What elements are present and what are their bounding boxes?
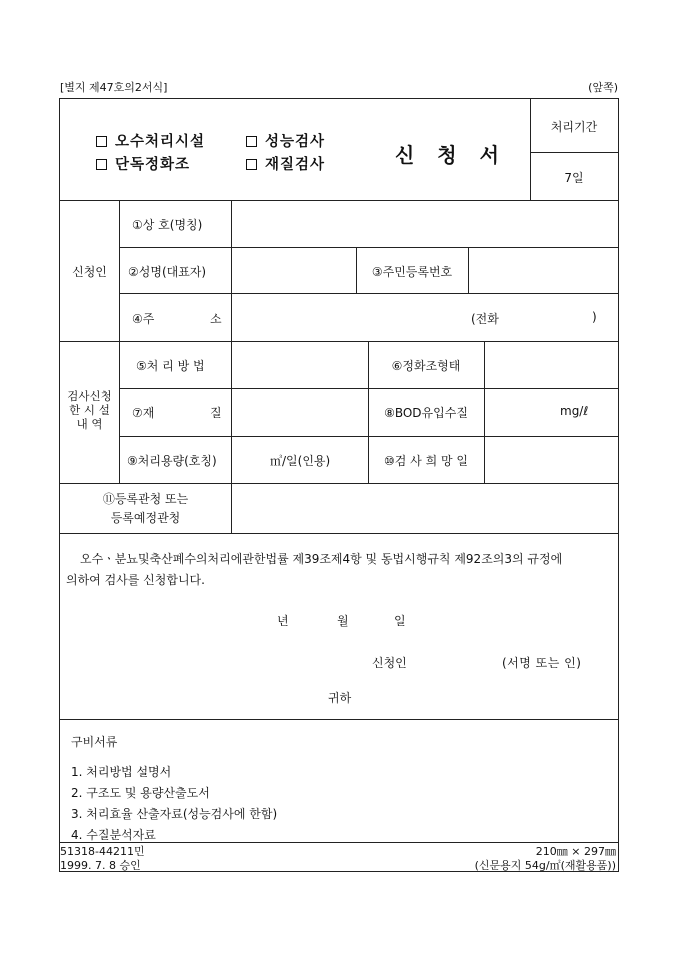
list-item: 2. 구조도 및 용량산출도서 <box>71 786 210 800</box>
business-name-label: ①상 호(명칭) <box>132 218 203 232</box>
bod-label: ⑧BOD유입수질 <box>384 406 468 420</box>
divider-processing <box>530 152 618 153</box>
date-day-label: 일 <box>394 614 406 628</box>
checkbox-icon[interactable] <box>96 136 107 147</box>
checkbox-icon[interactable] <box>246 159 257 170</box>
divider-authority-end <box>60 533 618 534</box>
septic-type-field[interactable] <box>485 342 617 387</box>
address-label-b: 소 <box>210 312 222 326</box>
list-item: 4. 수질분석자료 <box>71 828 156 842</box>
address-field[interactable] <box>232 294 617 340</box>
phone-close: ) <box>592 310 597 324</box>
material-field[interactable] <box>232 389 367 435</box>
statement-text: 오수ㆍ분뇨및축산폐수의처리에관한법률 제39조제4항 및 동법시행규칙 제92조의3의 규정에 의하여 검사를 신청합니다. <box>66 552 563 587</box>
bod-field[interactable] <box>485 389 617 435</box>
processing-period-value: 7일 <box>564 171 584 185</box>
list-item: 1. 처리방법 설명서 <box>71 765 172 779</box>
desired-date-label: ⑩검 사 희 망 일 <box>384 454 468 468</box>
treatment-method-field[interactable] <box>232 342 367 387</box>
footer-divider <box>59 842 619 843</box>
application-form <box>59 98 619 872</box>
name-label: ②성명(대표자) <box>128 265 207 279</box>
applicant-signature-label: 신청인 <box>372 656 407 670</box>
approval-date: 1999. 7. 8 승인 <box>60 859 141 872</box>
name-field[interactable] <box>232 248 355 292</box>
page-side-label: (앞쪽) <box>588 81 618 94</box>
septic-type-label: ⑥정화조형태 <box>391 359 461 373</box>
resident-number-field[interactable] <box>469 248 617 292</box>
form-title: 신 청 서 <box>395 143 507 167</box>
applicant-signature-field[interactable] <box>420 647 500 673</box>
checkbox-icon[interactable] <box>96 159 107 170</box>
divider-statement-end <box>60 719 618 720</box>
date-year-label: 년 <box>277 614 289 628</box>
required-documents-heading: 구비서류 <box>71 735 118 749</box>
phone-open: (전화 <box>471 312 499 326</box>
date-month-label: 월 <box>337 614 349 628</box>
paper-type: (신문용지 54g/㎡(재활용품)) <box>474 859 616 872</box>
option-material-test[interactable]: 재질검사 <box>246 153 325 174</box>
form-code: 51318-44211민 <box>60 845 145 858</box>
address-label-a: ④주 <box>132 312 155 326</box>
capacity-label: ⑨처리용량(호칭) <box>127 454 217 468</box>
desired-date-field[interactable] <box>485 437 617 482</box>
signature-note: (서명 또는 인) <box>502 656 582 670</box>
form-number: [별지 제47호의2서식] <box>60 81 168 94</box>
paper-size: 210㎜ × 297㎜ <box>535 845 616 858</box>
applicant-section-label: 신청인 <box>72 265 107 279</box>
material-label-a: ⑦재 <box>132 406 155 420</box>
processing-period-label: 처리기간 <box>550 120 598 134</box>
option-performance-test[interactable]: 성능검사 <box>246 130 325 151</box>
bod-unit: mg/ℓ <box>560 404 589 418</box>
material-label-b: 질 <box>210 406 222 420</box>
addressee-label: 귀하 <box>328 691 352 705</box>
checkbox-icon[interactable] <box>246 136 257 147</box>
business-name-field[interactable] <box>232 201 617 246</box>
registration-authority-field[interactable] <box>232 484 617 532</box>
treatment-method-label: ⑤처 리 방 법 <box>136 359 205 373</box>
option-sewage-facility[interactable]: 오수처리시설 <box>96 130 205 151</box>
registration-authority-label: ⑪등록관청 또는 등록예정관청 <box>102 492 189 525</box>
capacity-unit: ㎥/일(인용) <box>270 454 331 468</box>
list-item: 3. 처리효율 산출자료(성능검사에 한함) <box>71 807 278 821</box>
divider-v-section <box>119 200 120 483</box>
resident-number-label: ③주민등록번호 <box>371 265 453 279</box>
required-documents-list <box>71 762 277 846</box>
inspection-section-label: 검사신청 한 시 설 내 역 <box>67 389 112 431</box>
option-septic-tank[interactable]: 단독정화조 <box>96 153 190 174</box>
